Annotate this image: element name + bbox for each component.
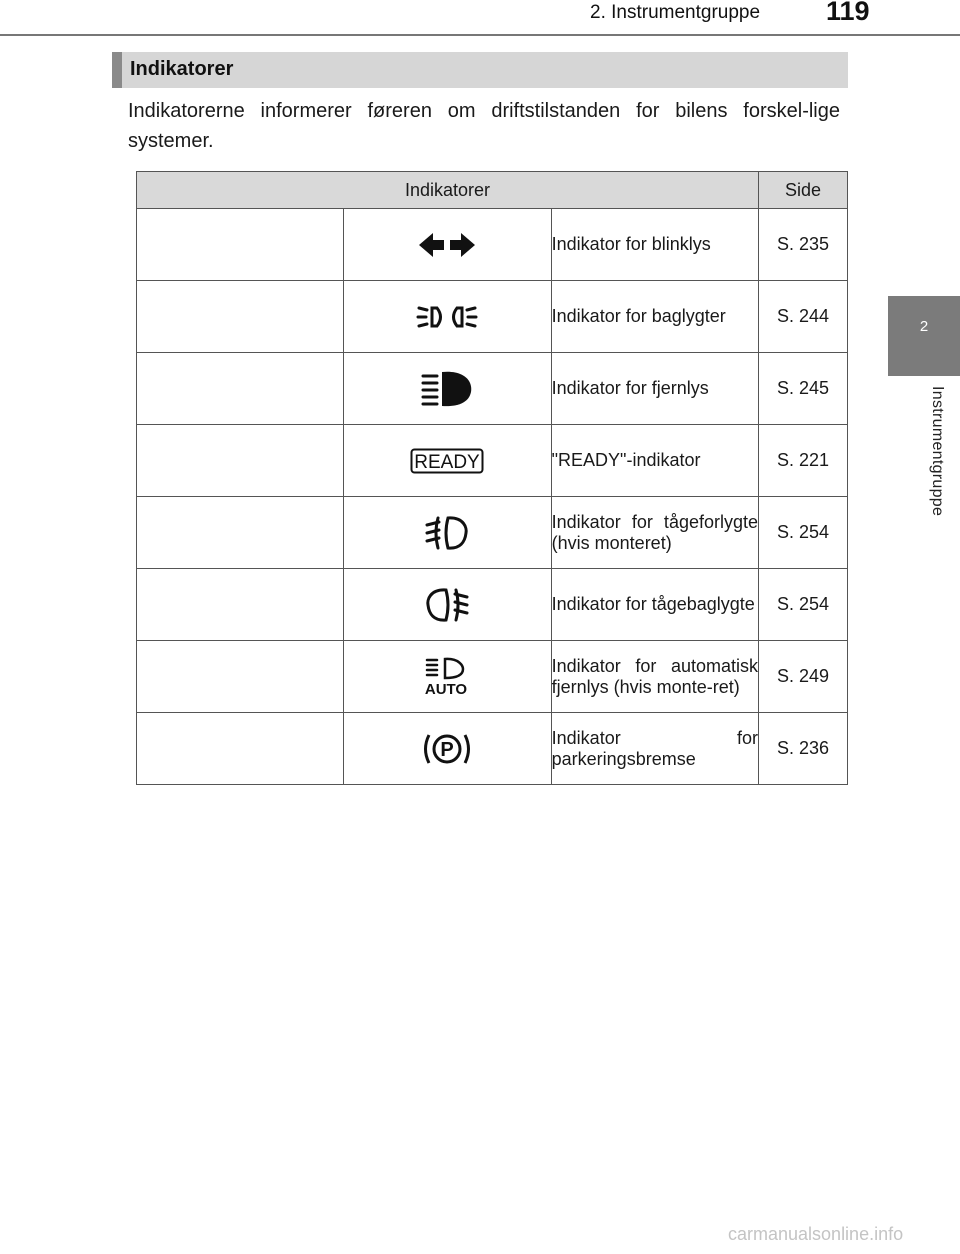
- row-page: S. 245: [759, 353, 848, 425]
- turn-signal-arrows-icon: [417, 230, 477, 260]
- ready-icon-text: READY: [414, 451, 481, 473]
- row-blank-cell: [137, 641, 344, 713]
- header-indicators: Indikatorer: [137, 172, 759, 209]
- front-fog-light-icon: [424, 514, 470, 552]
- tail-light-icon: [415, 301, 479, 333]
- row-icon-cell: [344, 281, 551, 353]
- section-title: Indikatorer: [130, 58, 234, 80]
- page-number: 119: [826, 0, 870, 26]
- auto-high-beam-icon: [421, 657, 473, 697]
- table-row: [137, 569, 848, 641]
- row-label: "READY"-indikator: [551, 425, 758, 497]
- watermark: carmanualsonline.info: [728, 1224, 904, 1244]
- row-icon-cell: [344, 425, 551, 497]
- parking-brake-icon: [420, 729, 474, 769]
- row-icon-cell: [344, 209, 551, 281]
- header-page: Side: [759, 172, 848, 209]
- table-row: [137, 713, 848, 785]
- table-header-row: [137, 172, 848, 209]
- ready-icon: [410, 447, 484, 475]
- chapter-tab-label: Instrumentgruppe: [929, 386, 946, 517]
- row-blank-cell: [137, 353, 344, 425]
- row-page: S. 236: [759, 713, 848, 785]
- row-label: Indikator for tågeforlygte (hvis monteret): [551, 497, 758, 569]
- chapter-tab: [888, 296, 960, 376]
- table-row: [137, 641, 848, 713]
- auto-icon-text: AUTO: [425, 680, 468, 697]
- table-row: [137, 281, 848, 353]
- row-icon-cell: [344, 569, 551, 641]
- chapter-title: 2. Instrumentgruppe: [590, 2, 761, 23]
- table-row: [137, 209, 848, 281]
- row-blank-cell: [137, 569, 344, 641]
- row-icon-cell: [344, 497, 551, 569]
- chapter-tab-number: 2: [919, 318, 929, 335]
- row-label: Indikator for automatisk fjernlys (hvis monte-ret): [551, 641, 758, 713]
- row-page: S. 254: [759, 497, 848, 569]
- rear-fog-light-icon: [424, 586, 470, 624]
- high-beam-icon: [419, 370, 475, 408]
- row-blank-cell: [137, 713, 344, 785]
- row-label: Indikator for fjernlys: [551, 353, 758, 425]
- header-divider: [0, 34, 960, 36]
- row-icon-cell: [344, 353, 551, 425]
- row-blank-cell: [137, 425, 344, 497]
- row-page: S. 244: [759, 281, 848, 353]
- row-icon-cell: [344, 641, 551, 713]
- row-label: Indikator for tågebaglygte: [551, 569, 758, 641]
- row-page: S. 221: [759, 425, 848, 497]
- indicator-table: [136, 171, 848, 785]
- row-label: Indikator for parkeringsbremse: [551, 713, 758, 785]
- row-icon-cell: [344, 713, 551, 785]
- row-blank-cell: [137, 209, 344, 281]
- row-page: S. 235: [759, 209, 848, 281]
- row-label: Indikator for baglygter: [551, 281, 758, 353]
- table-row: [137, 497, 848, 569]
- row-label: Indikator for blinklys: [551, 209, 758, 281]
- section-heading: [112, 52, 848, 88]
- intro-paragraph: Indikatorerne informerer føreren om driftstilstanden for bilens forskel-lige systemer.: [128, 100, 840, 152]
- parking-icon-text: P: [440, 738, 455, 761]
- row-blank-cell: [137, 497, 344, 569]
- table-row: [137, 425, 848, 497]
- row-page: S. 254: [759, 569, 848, 641]
- table-row: [137, 353, 848, 425]
- row-page: S. 249: [759, 641, 848, 713]
- row-blank-cell: [137, 281, 344, 353]
